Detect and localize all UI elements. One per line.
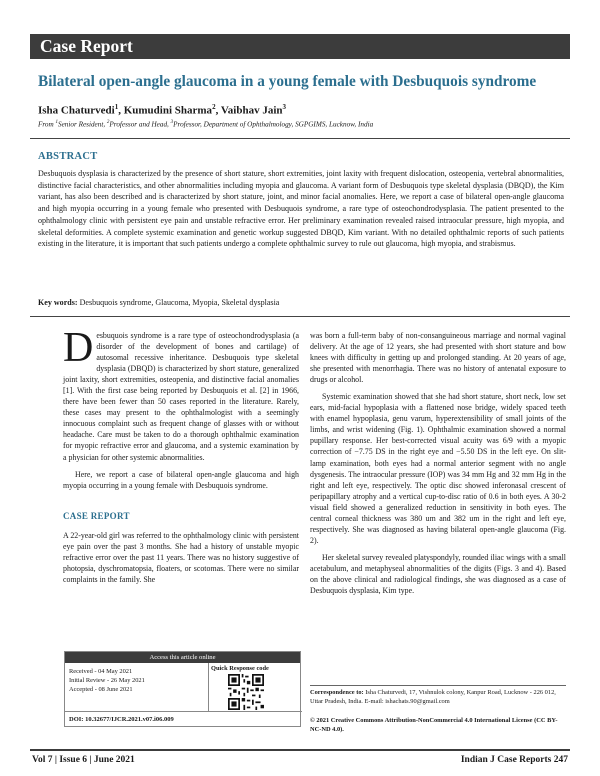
author-name: Kumudini Sharma (123, 104, 213, 117)
access-heading: Access this article online (65, 652, 300, 663)
keywords-text: Desbuquois syndrome, Glaucoma, Myopia, Skeletal dysplasia (77, 298, 280, 307)
date-initial-review: Initial Review - 26 May 2021 (69, 677, 145, 684)
divider (310, 685, 566, 686)
author-sup: 3 (282, 103, 287, 111)
divider (30, 138, 570, 139)
author-list: Isha Chaturvedi$^1$, Kumudini Sharma$^2$, Vaibhav Jain$^3$ (38, 103, 287, 117)
footer-rule (30, 749, 570, 751)
author-sup: 2 (212, 103, 216, 111)
license-text: © 2021 Creative Commons Attribution-NonCommercial 4.0 International License (CC BY-NC-ND 4.0). (310, 717, 558, 733)
correspondence-label: Correspondence to: (310, 689, 364, 696)
case-report-heading: CASE REPORT (63, 510, 130, 521)
divider (65, 711, 302, 712)
qr-code-icon[interactable] (228, 674, 264, 710)
divider (208, 663, 209, 711)
intro-paragraph-1: esbuquois syndrome is a rare type of osteochondrodysplasia (a disorder of the development of bones and cartilage) of autosomal recessive inheritance. Desbuquois type skeletal dysplasia (DBQD) is characterized by short stature, generalized joint laxity, short extremities, osteopenia, and distinctive facial anomalies [1]. With the first case being reported by Desbuquois et al. [2] in 1966, there have been fewer than 50 cases reported in the literature. Rarely, these cases may present to the ophthalmologist with a seemingly innocuous complaint such as frequent change of glasses with or without headache. Care must be taken to do a thorough ophthalmic examination for myopic refractive error and glaucoma, and a systemic examination by a physician for other systemic abnormalities. (63, 331, 299, 462)
affil-text: Professor and Head, (109, 120, 171, 129)
access-article-box (64, 651, 301, 727)
abstract-text: Desbuquois dysplasia is characterized by the presence of short stature, short extremities, joint laxity with frequent dislocation, osteopenia, vertebral abnormalities, distinctive facial characteristics, and other abnormalities including myopia and glaucoma. A variant form of Desbuquois type skeletal dysplasia (DBQD), the Kim variant, has also been described and is characterized by short stature, joint, and minor facial anomalies. Here, we report a case of bilateral open-angle glaucoma and high myopia occurring in a young female who presented with Desbuquois syndrome, a rare type of osteochondrodysplasia. The patient presented to the ophthalmology clinic with persistent eye pain and unstable refractive error. Her preliminary examination revealed raised intraocular pressure, high myopia, and skeletal deformities. A complete systemic examination and genetic workup suggested DBQD, Kim variant. With no detailed ophthalmic reports of such patients existing in the literature, it is important that such patients undergo a complete ophthalmic survey to rule out glaucoma, high myopia, and strabismus. (38, 169, 564, 249)
keywords-label: Key words: (38, 298, 78, 307)
footer-issue-info: Vol 7 | Issue 6 | June 2021 (32, 755, 135, 765)
article-title: Bilateral open-angle glaucoma in a young female with Desbuquois syndrome (38, 73, 537, 90)
date-received: Received - 04 May 2021 (69, 668, 133, 675)
author-sup: 1 (114, 103, 119, 111)
author-name: Isha Chaturvedi (38, 104, 115, 117)
right-paragraph-3: Her skeletal survey revealed platyspondyly, rounded iliac wings with a small acetabulum, and metaphyseal abnormalities of the digits (Figs. 3 and 4). Based on the above clinical and radiological findings, she was diagnosed as a case of Desbuquois dysplasia, Kim type. (310, 552, 566, 596)
affil-sup: 2 (106, 120, 110, 125)
case-paragraph-1: A 22-year-old girl was referred to the ophthalmology clinic with persistent eye pain over the past 3 months. She had a history of unstable myopic refractive error over the past 11 years. There was no history suggestive of photopsia, dyschromatopsia, floaters, or scotomas. There were no similar complaints in the family. She (63, 530, 299, 584)
drop-cap: D (63, 325, 94, 371)
section-header-bar (30, 34, 570, 59)
qr-label: Quick Response code (211, 665, 269, 672)
correspondence-text: Isha Chaturvedi, 17, Vishnulok colony, Kanpur Road, Lucknow - 226 012, Uttar Pradesh, India. E-mail: ishachats.90@gmail.com (310, 689, 556, 705)
date-accepted: Accepted - 08 June 2021 (69, 686, 133, 693)
right-paragraph-2: Systemic examination showed that she had short stature, short neck, low set ears, mid-facial hypoplasia with a flattened nose bridge, widely spaced teeth with enamel hypoplasia, genu varum, hyperextensibility of small joints of the limbs, and wrist widening (Fig. 1). Ophthalmic examination showed a normal pupillary response. Her best-corrected visual acuity was 6/9 with a myopic correction of −7.75 DS in the right eye and −5.50 DS in the left eye. On slit-lamp examination, both eyes had a normal anterior segment with no angle dysgenesis. The intraocular pressure (IOP) was 34 mm Hg and 32 mm Hg in the right and left eye, respectively. The optic disc showed inferonasal crescent of peripapillary atrophy and a vertical cup-to-disc ratio of 0.6 in both eyes. A 30-2 visual field showed a generalized reduction in sensitivity in both eyes. The central corneal thickness was 380 um and 382 um in the right and left eye, respectively. She was diagnosed as having bilateral open-angle glaucoma (Fig. 2). (310, 392, 566, 545)
divider (30, 316, 570, 317)
affiliations (38, 120, 373, 128)
intro-paragraph-2: Here, we report a case of bilateral open-angle glaucoma and high myopia occurring in a young female with Desbuquois syndrome. (63, 469, 299, 490)
paragraph (63, 325, 299, 463)
article-dates (69, 667, 145, 694)
body-column-right (310, 330, 566, 596)
affil-text: Senior Resident, (58, 120, 107, 129)
section-label: Case Report (40, 36, 133, 56)
keywords (38, 298, 564, 307)
footer-journal-page: Indian J Case Reports 247 (460, 755, 568, 765)
affil-sup: 3 (170, 120, 174, 125)
affil-text: Professor, Department of Ophthalmology, SGPGIMS, Lucknow, India (173, 120, 374, 129)
affil-sup: 1 (55, 120, 59, 125)
correspondence (310, 688, 566, 706)
author-name: Vaibhav Jain (220, 104, 283, 117)
right-paragraph-1: was born a full-term baby of non-consanguineous marriage and normal vaginal delivery. At the age of 12 years, she had presented with short stature and bow knees with difficulty in getting up and prolonged standing. At 20 years of age, she presented with menorrhagia. There was no history of antenatal exposure to drugs or alcohol. (310, 331, 566, 385)
affil-prefix: From (38, 120, 56, 129)
body-column-left (63, 325, 299, 585)
doi-text[interactable]: DOI: 10.32677/IJCR.2021.v07.i06.009 (69, 716, 174, 723)
abstract-heading: ABSTRACT (38, 151, 98, 162)
